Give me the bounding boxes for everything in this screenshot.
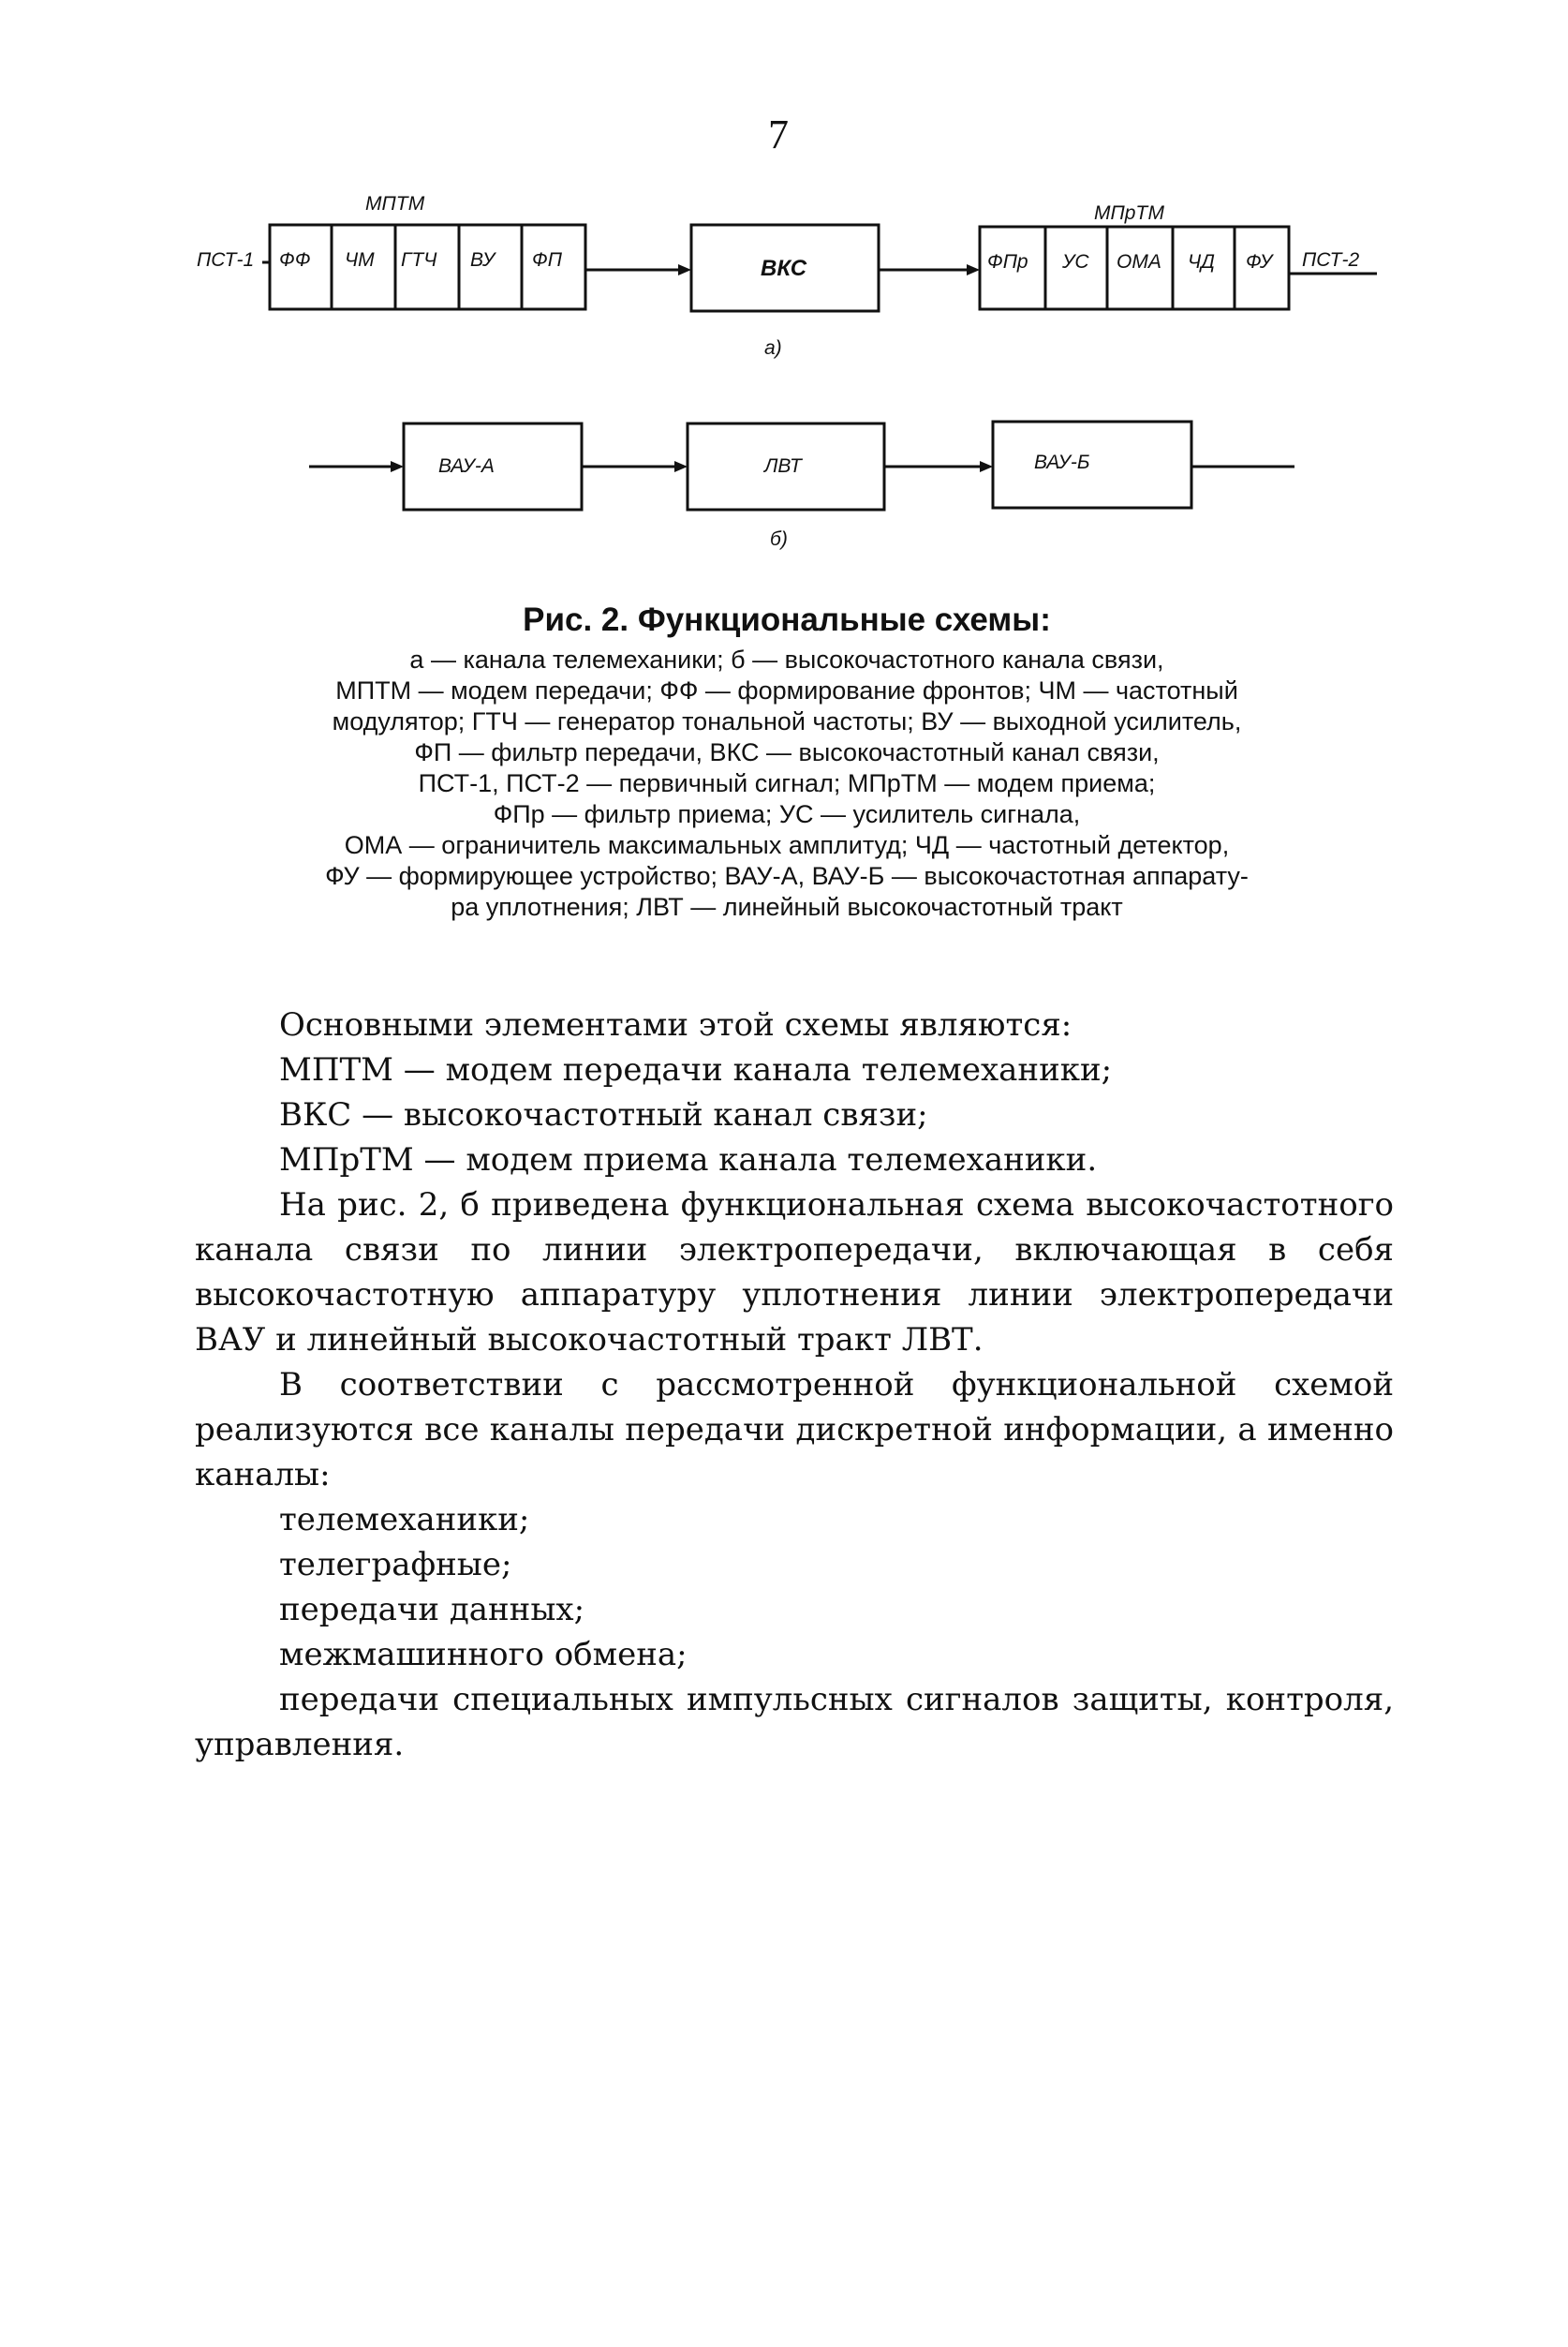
block-oma: ОМА	[1117, 251, 1161, 273]
channel-item: телемеханики;	[279, 1501, 530, 1538]
figure-caption	[262, 600, 1311, 923]
block-vu: ВУ	[470, 249, 496, 271]
caption-line: ПСТ-1, ПСТ-2 — первичный сигнал; МПрТМ — модем приема;	[418, 769, 1156, 797]
page-number: 7	[768, 111, 789, 157]
body-text	[195, 1003, 1394, 1767]
caption-title: Рис. 2. Функциональные схемы:	[523, 602, 1051, 638]
channel-item-last: передачи специальных импульсных сигналов защиты, контроля, управления.	[195, 1681, 1394, 1763]
sublabel-a: а)	[764, 337, 782, 359]
caption-line: ФУ — формирующее устройство; ВАУ-А, ВАУ-Б — высокочастотная аппарату-	[325, 862, 1249, 890]
element-item: МПТМ — модем передачи канала телемеханики;	[279, 1051, 1113, 1089]
channel-item: передачи данных;	[279, 1591, 585, 1628]
caption-line: МПТМ — модем передачи; ФФ — формирование фронтов; ЧМ — частотный	[335, 676, 1238, 705]
sublabel-b: б)	[770, 528, 788, 550]
vau-b-box	[993, 422, 1191, 508]
caption-line: а — канала телемеханики; б — высокочастотного канала связи,	[409, 646, 1164, 674]
diagram-svg	[0, 0, 1568, 581]
block-gtch: ГТЧ	[401, 249, 437, 271]
block-fpr: ФПр	[987, 251, 1028, 273]
caption-line: модулятор; ГТЧ — генератор тональной частоты; ВУ — выходной усилитель,	[332, 707, 1242, 735]
functional-diagram	[0, 0, 1568, 581]
block-us: УС	[1062, 251, 1089, 273]
paragraph-channels-intro: В соответствии с рассмотренной функциональной схемой реализуются все каналы передачи дискретной информации, а именно каналы:	[195, 1366, 1394, 1493]
block-chd: ЧД	[1188, 251, 1215, 273]
block-vau-b: ВАУ-Б	[1034, 452, 1090, 473]
block-fp: ФП	[532, 249, 562, 271]
output-signal-label: ПСТ-2	[1302, 249, 1360, 271]
block-vau-a: ВАУ-А	[438, 455, 495, 477]
block-fu: ФУ	[1246, 251, 1273, 273]
caption-line: ФПр — фильтр приема; УС — усилитель сигнала,	[493, 800, 1081, 828]
paragraph-hf-channel: На рис. 2, б приведена функциональная схема высокочастотного канала связи по линии электропередачи, включающая в себя высокочастотную аппаратуру уплотнения линии электропередачи ВАУ и линейный высокочастотный тракт ЛВТ.	[195, 1186, 1394, 1359]
block-ff: ФФ	[279, 249, 311, 271]
channel-item: межмашинного обмена;	[279, 1636, 688, 1673]
element-item: ВКС — высокочастотный канал связи;	[279, 1096, 928, 1134]
block-vks: ВКС	[761, 256, 807, 281]
modem-tx-title: МПТМ	[365, 193, 425, 215]
modem-rx-title: МПрТМ	[1094, 202, 1164, 224]
channel-item: телеграфные;	[279, 1546, 512, 1583]
elements-intro: Основными элементами этой схемы являются:	[279, 1006, 1072, 1044]
block-lvt: ЛВТ	[764, 455, 802, 477]
input-signal-label: ПСТ-1	[197, 249, 255, 271]
caption-line: ФП — фильтр передачи, ВКС — высокочастотный канал связи,	[414, 738, 1160, 766]
caption-line: ОМА — ограничитель максимальных амплитуд; ЧД — частотный детектор,	[344, 831, 1230, 859]
caption-line: ра уплотнения; ЛВТ — линейный высокочастотный тракт	[451, 893, 1123, 921]
block-chm: ЧМ	[345, 249, 375, 271]
element-item: МПрТМ — модем приема канала телемеханики.	[279, 1141, 1098, 1179]
